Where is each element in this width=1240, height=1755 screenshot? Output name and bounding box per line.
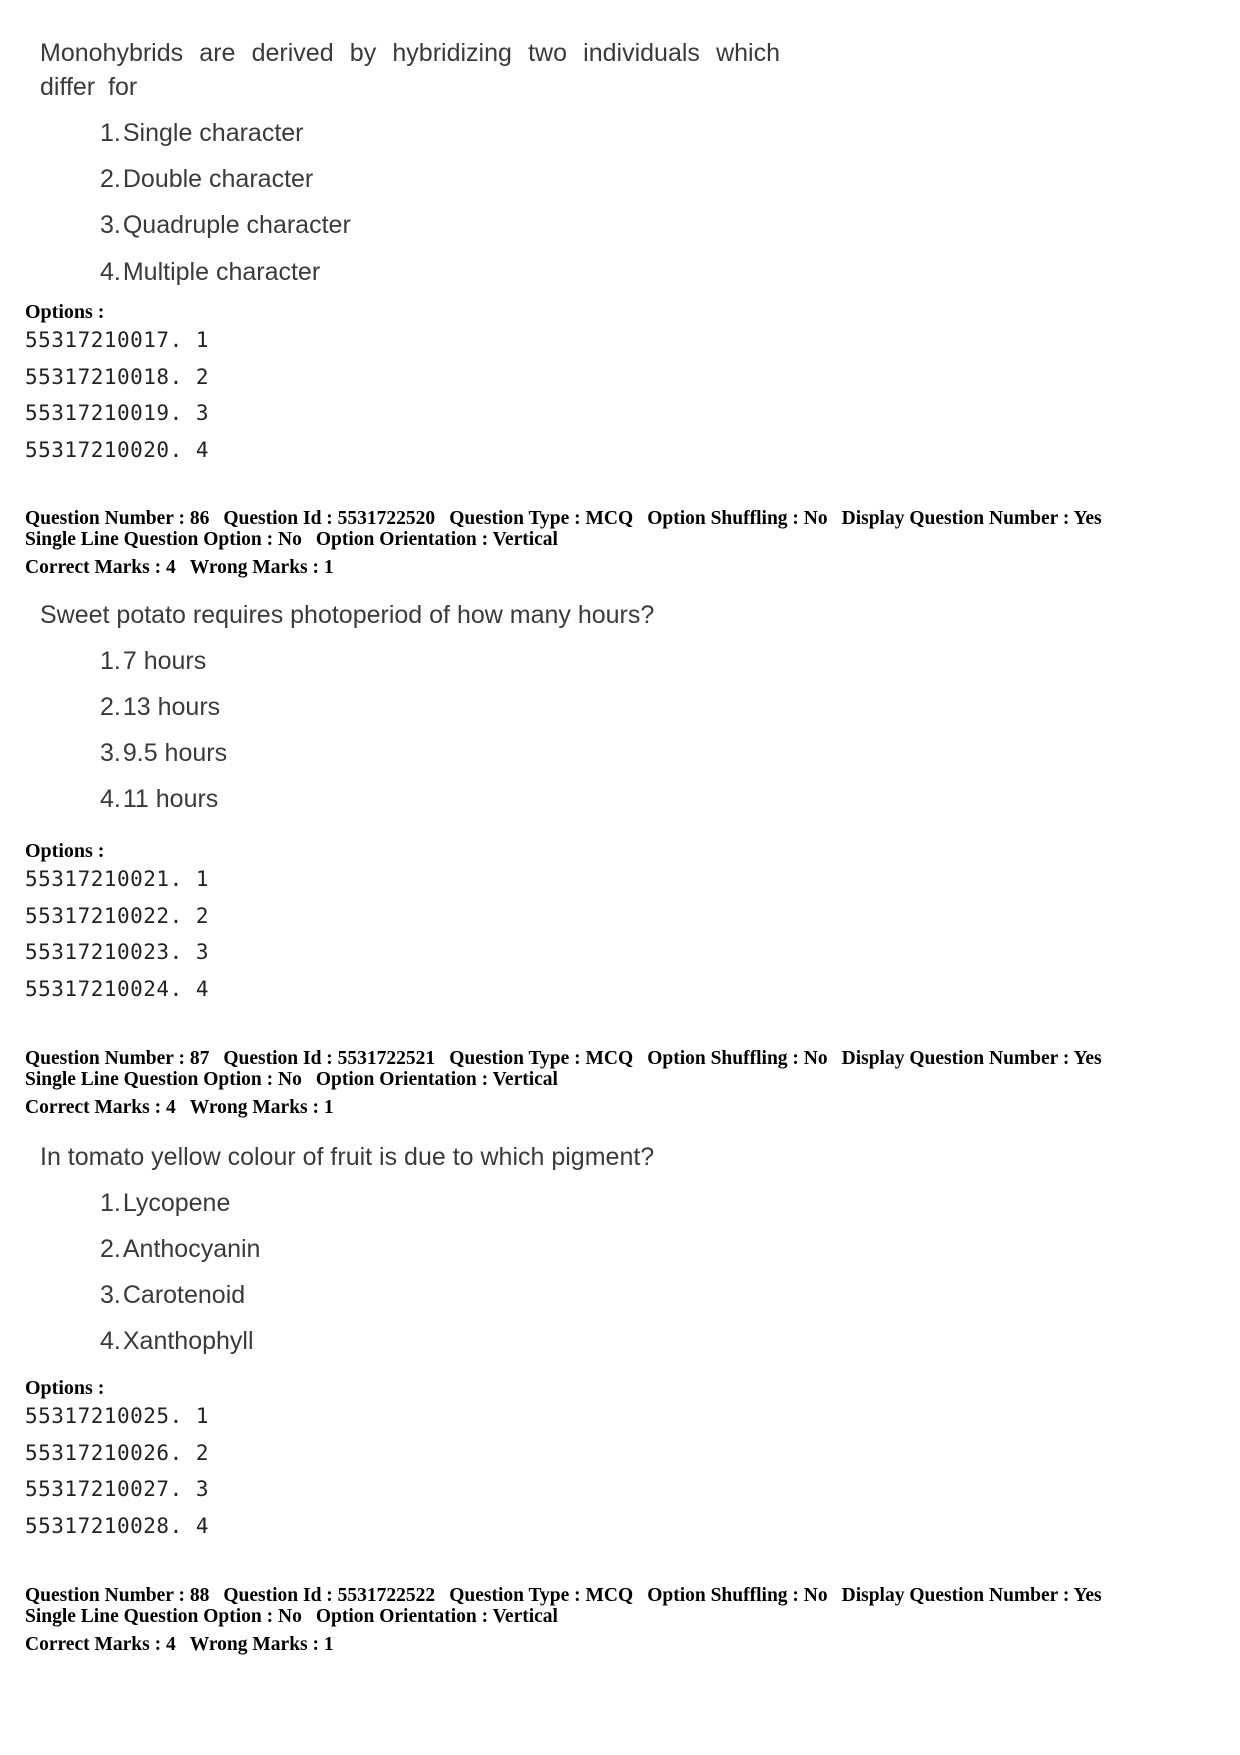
- choice-number: 4.: [100, 1327, 121, 1355]
- marks-line: [25, 1097, 334, 1118]
- choice-number: 1.: [100, 1189, 121, 1217]
- choice-text: Quadruple character: [122, 211, 351, 239]
- choice-text: Multiple character: [122, 258, 321, 286]
- marks-line: [25, 557, 334, 578]
- option-id-row: 55317210022. 2: [25, 904, 210, 928]
- single-line-option: Single Line Question Option : No: [25, 1606, 302, 1627]
- question-number: Question Number : 86: [25, 508, 210, 529]
- question-type: Question Type : MCQ: [449, 508, 634, 529]
- options-label: Options :: [25, 1377, 105, 1399]
- question-stem: Monohybrids are derived by hybridizing two individuals which differ for: [40, 39, 780, 101]
- option-shuffling: Option Shuffling : No: [647, 1585, 828, 1606]
- options-label: Options :: [25, 840, 105, 862]
- choice-text: Double character: [122, 165, 314, 193]
- single-line-option: Single Line Question Option : No: [25, 529, 302, 550]
- option-id-row: 55317210017. 1: [25, 328, 210, 352]
- question-meta-line: [25, 1048, 1102, 1069]
- option-shuffling: Option Shuffling : No: [647, 1048, 828, 1069]
- option-id-row: 55317210027. 3: [25, 1477, 210, 1501]
- single-line-option: Single Line Question Option : No: [25, 1069, 302, 1090]
- question-meta-line: [25, 508, 1102, 529]
- choice-item: [100, 257, 320, 287]
- option-id-row: 55317210026. 2: [25, 1441, 210, 1465]
- choice-number: 1.: [100, 647, 121, 675]
- choice-number: 1.: [100, 119, 121, 147]
- option-id-row: 55317210023. 3: [25, 940, 210, 964]
- choice-text: Xanthophyll: [122, 1327, 254, 1355]
- correct-marks: Correct Marks : 4: [25, 1634, 176, 1655]
- option-id-row: 55317210018. 2: [25, 365, 210, 389]
- choice-text: 11 hours: [122, 785, 219, 813]
- choice-number: 4.: [100, 785, 121, 813]
- option-id-row: 55317210028. 4: [25, 1514, 210, 1538]
- choice-item: [100, 1234, 260, 1264]
- question-id: Question Id : 5531722521: [223, 1048, 436, 1069]
- display-question-number: Display Question Number : Yes: [841, 508, 1102, 529]
- question-stem: Sweet potato requires photoperiod of how many hours?: [40, 601, 655, 629]
- display-question-number: Display Question Number : Yes: [841, 1585, 1102, 1606]
- choice-item: [100, 784, 218, 814]
- wrong-marks: Wrong Marks : 1: [189, 557, 334, 578]
- correct-marks: Correct Marks : 4: [25, 1097, 176, 1118]
- choice-number: 2.: [100, 1235, 121, 1263]
- question-meta-line: [25, 1585, 1102, 1606]
- choice-item: [100, 210, 351, 240]
- question-stem: In tomato yellow colour of fruit is due to which pigment?: [40, 1143, 655, 1171]
- choice-text: 9.5 hours: [122, 739, 228, 767]
- choice-item: [100, 646, 206, 676]
- choice-item: [100, 692, 220, 722]
- display-question-number: Display Question Number : Yes: [841, 1048, 1102, 1069]
- marks-line: [25, 1634, 334, 1655]
- wrong-marks: Wrong Marks : 1: [189, 1634, 334, 1655]
- option-id-row: 55317210019. 3: [25, 401, 210, 425]
- choice-number: 2.: [100, 165, 121, 193]
- option-orientation: Option Orientation : Vertical: [315, 1606, 558, 1627]
- question-meta-line: [25, 1069, 558, 1090]
- choice-number: 3.: [100, 1281, 121, 1309]
- option-id-row: 55317210021. 1: [25, 867, 210, 891]
- option-shuffling: Option Shuffling : No: [647, 508, 828, 529]
- question-type: Question Type : MCQ: [449, 1585, 634, 1606]
- question-number: Question Number : 88: [25, 1585, 210, 1606]
- choice-text: Carotenoid: [122, 1281, 246, 1309]
- choice-number: 2.: [100, 693, 121, 721]
- choice-number: 3.: [100, 739, 121, 767]
- option-orientation: Option Orientation : Vertical: [315, 1069, 558, 1090]
- choice-item: [100, 1326, 254, 1356]
- wrong-marks: Wrong Marks : 1: [189, 1097, 334, 1118]
- question-type: Question Type : MCQ: [449, 1048, 634, 1069]
- options-label: Options :: [25, 301, 105, 323]
- choice-number: 4.: [100, 258, 121, 286]
- choice-item: [100, 1188, 230, 1218]
- choice-item: [100, 118, 304, 148]
- choice-item: [100, 164, 313, 194]
- choice-item: [100, 1280, 245, 1310]
- correct-marks: Correct Marks : 4: [25, 557, 176, 578]
- choice-text: Single character: [122, 119, 304, 147]
- choice-item: [100, 738, 227, 768]
- question-id: Question Id : 5531722522: [223, 1585, 436, 1606]
- choice-text: Lycopene: [122, 1189, 231, 1217]
- option-id-row: 55317210024. 4: [25, 977, 210, 1001]
- choice-text: 13 hours: [122, 693, 221, 721]
- question-id: Question Id : 5531722520: [223, 508, 436, 529]
- option-id-row: 55317210020. 4: [25, 438, 210, 462]
- option-orientation: Option Orientation : Vertical: [315, 529, 558, 550]
- question-number: Question Number : 87: [25, 1048, 210, 1069]
- choice-text: 7 hours: [122, 647, 207, 675]
- option-id-row: 55317210025. 1: [25, 1404, 210, 1428]
- choice-text: Anthocyanin: [122, 1235, 261, 1263]
- question-meta-line: [25, 1606, 558, 1627]
- question-meta-line: [25, 529, 558, 550]
- choice-number: 3.: [100, 211, 121, 239]
